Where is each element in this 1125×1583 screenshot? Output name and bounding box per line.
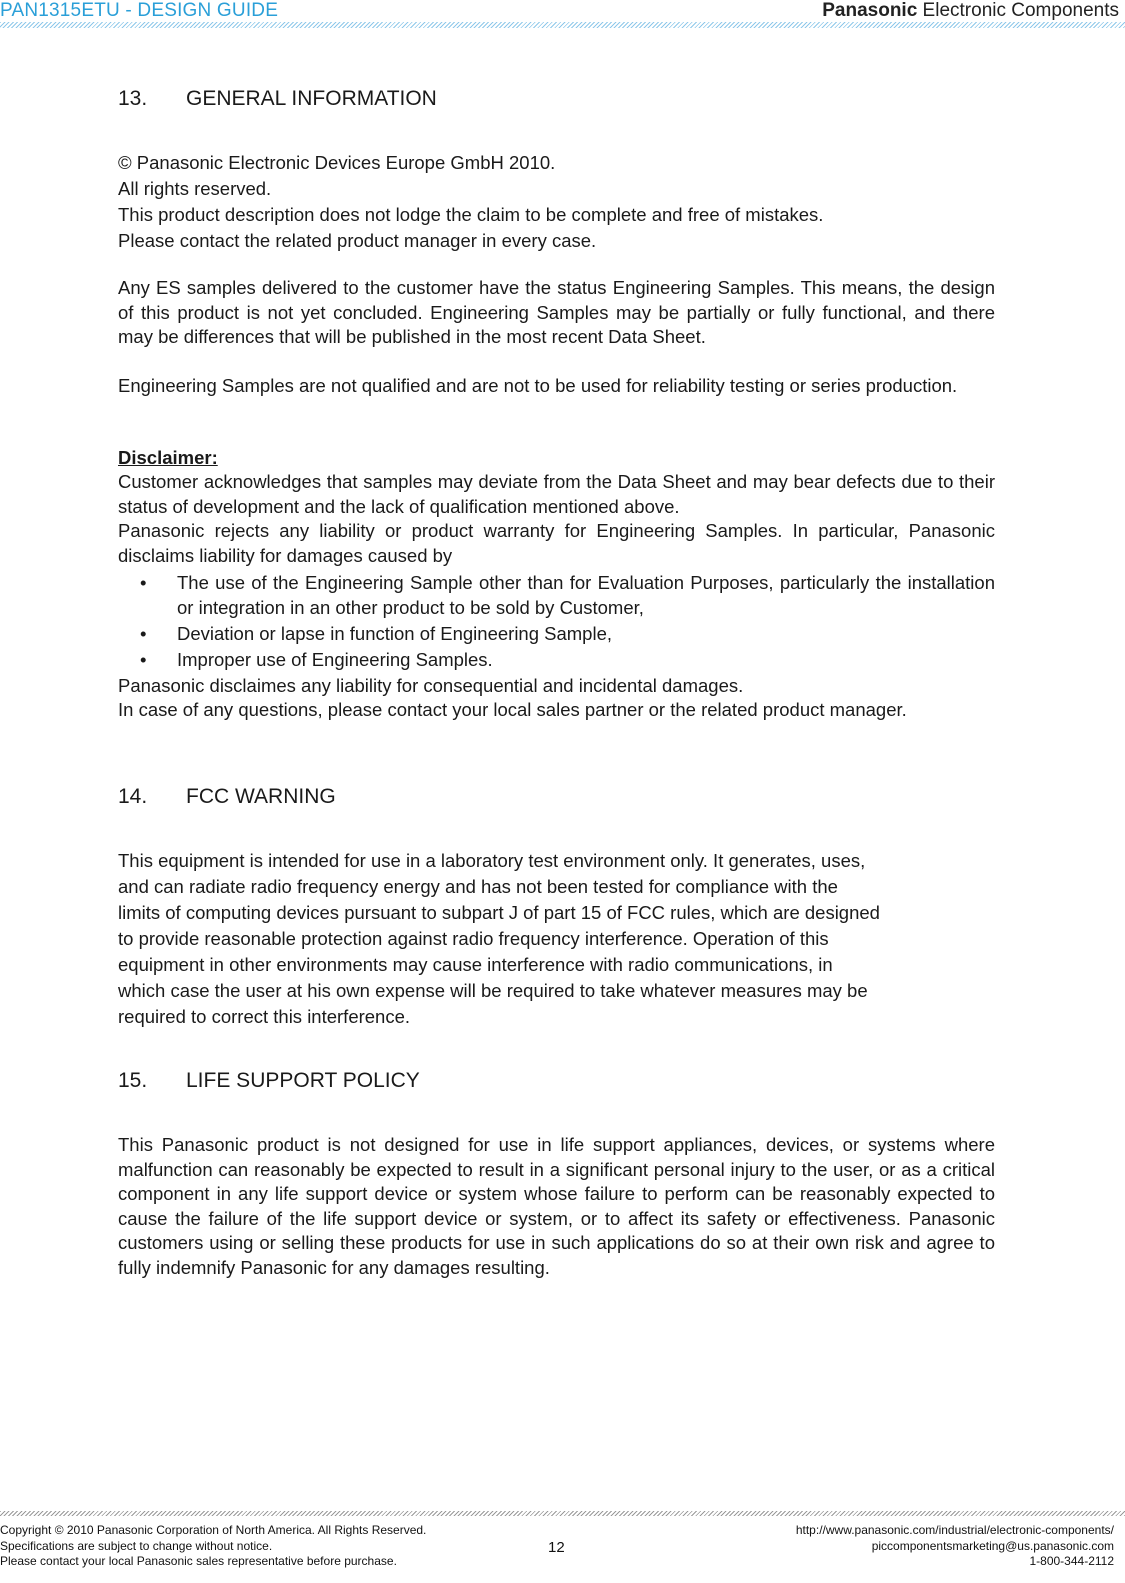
life-support-text: This Panasonic product is not designed for use in life support appliances, devices, or systems where malfunction can reasonably be expected to result in a significant personal injury to the user, or as a critical component in any life support device or system whose failure to perform can be reasonably expected to cause the failure of the life support device or system, or to affect its safety or effectiveness. Panasonic customers using or selling these products for use in such applications do so at their own risk and agree to fully indemnify Panasonic for any damages resulting.	[118, 1134, 995, 1278]
disclaimer-text-4: In case of any questions, please contact your local sales partner or the related product manager.	[118, 699, 907, 720]
bullet-text: Improper use of Engineering Samples.	[177, 649, 493, 670]
page-number: 12	[548, 1539, 565, 1556]
disclaimer-text-3: Panasonic disclaimes any liability for consequential and incidental damages.	[118, 675, 744, 696]
brand-name: Panasonic	[822, 0, 918, 21]
section-title: LIFE SUPPORT POLICY	[186, 1069, 420, 1092]
brand-header	[822, 0, 1119, 22]
disclaimer-text-2: Panasonic rejects any liability or product warranty for Engineering Samples. In particular, Panasonic disclaims liability for damages caused by	[118, 520, 995, 566]
fcc-line: and can radiate radio frequency energy and has not been tested for compliance with the	[118, 876, 838, 897]
footer-contact-notice: Please contact your local Panasonic sales representative before purchase.	[0, 1554, 397, 1568]
section-heading-general	[118, 87, 437, 111]
section-number: 13.	[118, 87, 148, 110]
fcc-line: equipment in other environments may cause interference with radio communications, in	[118, 954, 833, 975]
rights-line: All rights reserved.	[118, 178, 272, 199]
footer-phone: 1-800-344-2112	[1029, 1554, 1114, 1568]
footer-email[interactable]: piccomponentsmarketing@us.panasonic.com	[871, 1538, 1114, 1553]
bullet-text: The use of the Engineering Sample other than for Evaluation Purposes, particularly the installation or integration in an other product to be sold by Customer,	[177, 572, 995, 618]
footer-url[interactable]: http://www.panasonic.com/industrial/electronic-components/	[795, 1523, 1114, 1537]
bullet-text: Deviation or lapse in function of Engineering Sample,	[177, 623, 613, 644]
disclaimer-label: Disclaimer:	[118, 447, 218, 468]
section-title: FCC WARNING	[186, 785, 336, 808]
contact-line: Please contact the related product manager in every case.	[118, 230, 597, 251]
es-text-2: Engineering Samples are not qualified and are not to be used for reliability testing or series production.	[118, 375, 958, 396]
fcc-line: required to correct this interference.	[118, 1006, 411, 1027]
footer-rule	[0, 1511, 1125, 1516]
life-support-paragraph	[118, 1133, 995, 1280]
section-heading-fcc	[118, 785, 336, 809]
footer-spec-notice: Specifications are subject to change without notice.	[0, 1538, 273, 1553]
brand-suffix: Electronic Components	[917, 0, 1119, 21]
section-number: 14.	[118, 785, 148, 808]
disclaimer-paragraph-2	[118, 519, 995, 568]
footer-legal	[0, 1523, 426, 1570]
footer-contact	[796, 1523, 1114, 1570]
fcc-line: which case the user at his own expense will be required to take whatever measures may be	[118, 980, 868, 1001]
general-intro	[118, 150, 995, 254]
bullet-icon: •	[140, 572, 147, 593]
fcc-paragraph	[118, 848, 995, 1030]
section-heading-life-support	[118, 1069, 420, 1093]
section-number: 15.	[118, 1069, 148, 1092]
bullet-icon: •	[140, 623, 147, 644]
document-title: PAN1315ETU - DESIGN GUIDE	[0, 0, 279, 21]
description-line: This product description does not lodge the claim to be complete and free of mistakes.	[118, 204, 824, 225]
section-title: GENERAL INFORMATION	[186, 87, 437, 110]
disclaimer-text-1: Customer acknowledges that samples may deviate from the Data Sheet and may bear defects due to their status of development and the lack of qualification mentioned above.	[118, 471, 995, 517]
header-rule	[0, 22, 1125, 28]
disclaimer-paragraph-3	[118, 674, 995, 699]
fcc-line: limits of computing devices pursuant to subpart J of part 15 of FCC rules, which are designed	[118, 902, 880, 923]
fcc-line: to provide reasonable protection against radio frequency interference. Operation of this	[118, 928, 829, 949]
es-paragraph-1	[118, 276, 995, 350]
copyright-line: © Panasonic Electronic Devices Europe GmbH 2010.	[118, 152, 556, 173]
fcc-line: This equipment is intended for use in a laboratory test environment only. It generates, uses,	[118, 850, 866, 871]
footer-copyright: Copyright © 2010 Panasonic Corporation of North America. All Rights Reserved.	[0, 1523, 427, 1537]
disclaimer-paragraph-4	[118, 698, 995, 723]
bullet-icon: •	[140, 649, 147, 670]
disclaimer-paragraph-1	[118, 470, 995, 519]
disclaimer-heading	[118, 446, 995, 471]
es-paragraph-2	[118, 374, 995, 399]
es-text-1: Any ES samples delivered to the customer have the status Engineering Samples. This means, the design of this product is not yet concluded. Engineering Samples may be partially or fully functional, and there may be differences that will be published in the most recent Data Sheet.	[118, 277, 995, 347]
